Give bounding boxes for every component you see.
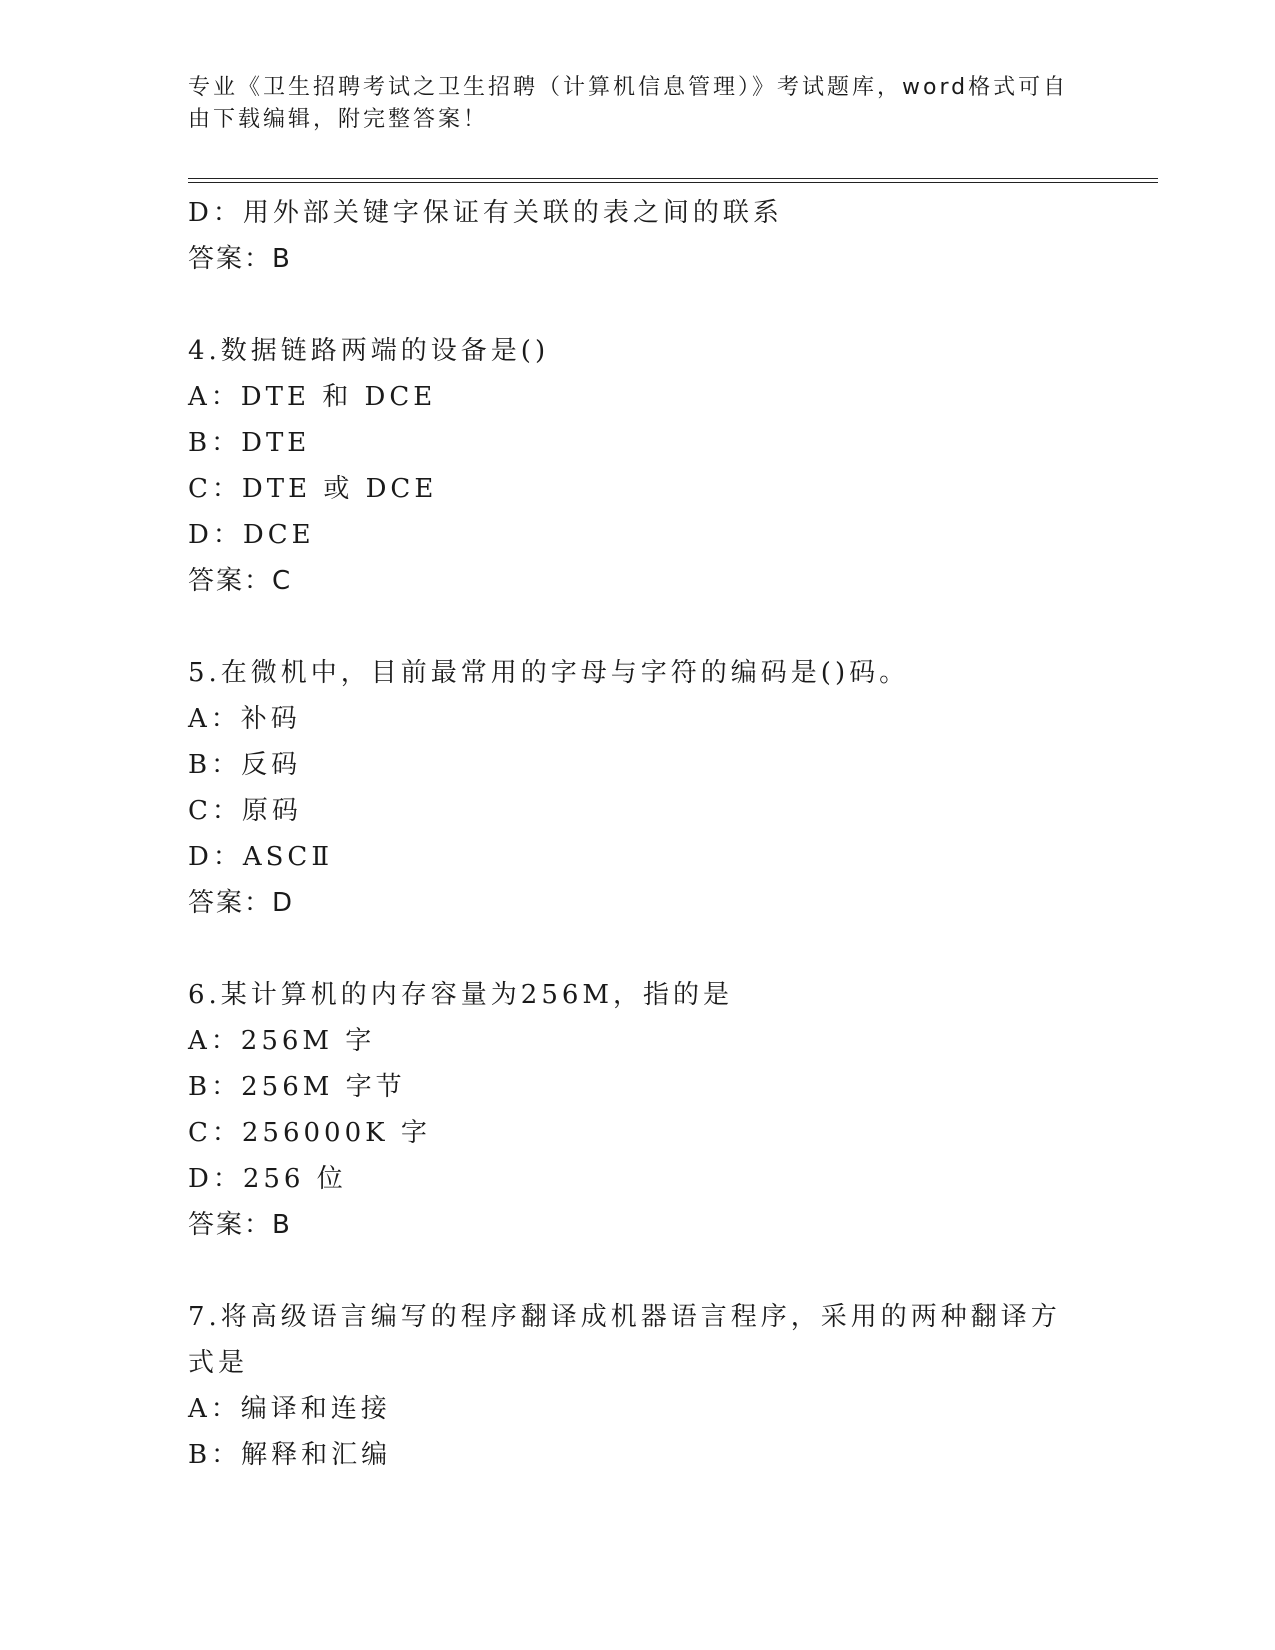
spacer [188, 926, 1088, 972]
q3-option-d: D：用外部关键字保证有关联的表之间的联系 [188, 198, 783, 228]
header-divider [188, 178, 1158, 183]
q4-option-b: B：DTE [188, 428, 311, 458]
q7-question: 7.将高级语言编写的程序翻译成机器语言程序，采用的两种翻译方式是 [188, 1302, 1061, 1378]
q5-option-d: D：ASCⅡ [188, 842, 333, 872]
q6-option-c: C：256000K 字 [188, 1118, 431, 1148]
q4-option-a: A：DTE 和 DCE [188, 382, 437, 412]
q4-answer: 答案：C [188, 566, 293, 596]
q7-option-a: A：编译和连接 [188, 1394, 391, 1424]
q6-option-d: D：256 位 [188, 1164, 347, 1194]
q6-answer: 答案：B [188, 1210, 292, 1240]
q5-option-a: A：补码 [188, 704, 301, 734]
q6-option-a: A：256M 字 [188, 1026, 376, 1056]
q6-question: 6.某计算机的内存容量为256M，指的是 [188, 980, 734, 1010]
spacer [188, 282, 1088, 328]
q5-question: 5.在微机中，目前最常用的字母与字符的编码是()码。 [188, 658, 910, 688]
q5-option-c: C：原码 [188, 796, 302, 826]
q4-question: 4.数据链路两端的设备是() [188, 336, 550, 366]
document-header: 专业《卫生招聘考试之卫生招聘（计算机信息管理）》考试题库，word格式可自由下载编辑，附完整答案！ [188, 75, 1069, 132]
q6-option-b: B：256M 字节 [188, 1072, 406, 1102]
q5-answer: 答案：D [188, 888, 295, 918]
q3-answer: 答案：B [188, 244, 292, 274]
q4-option-d: D：DCE [188, 520, 315, 550]
spacer [188, 604, 1088, 650]
q4-option-c: C：DTE 或 DCE [188, 474, 438, 504]
question-list [188, 190, 1088, 1478]
spacer [188, 1248, 1088, 1294]
q5-option-b: B：反码 [188, 750, 302, 780]
q7-option-b: B：解释和汇编 [188, 1440, 392, 1470]
